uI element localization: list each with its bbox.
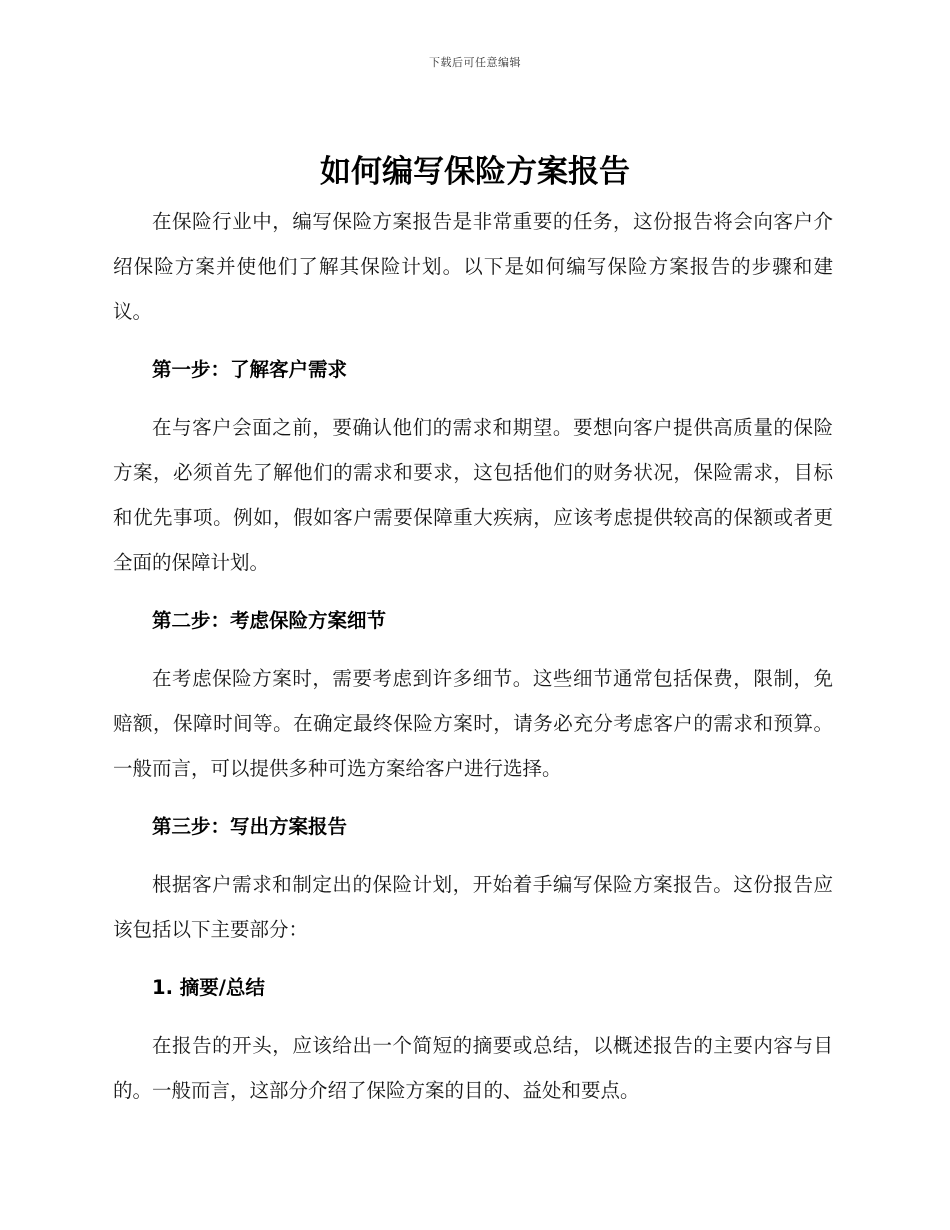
- section-heading-step-2: 第二步：考虑保险方案细节: [152, 609, 387, 632]
- spacer: [113, 334, 833, 347]
- document-title: 如何编写保险方案报告: [320, 154, 630, 190]
- spacer: [113, 849, 833, 862]
- section-body-step-1: 在与客户会面之前，要确认他们的需求和期望。要想向客户提供高质量的保险方案，必须首先了解他们的需求和要求，这包括他们的财务状况，保险需求，目标和优先事项。例如，假如客户需要保障重大疾病，应该考虑提供较高的保额或者更全面的保障计划。: [113, 416, 833, 574]
- section-body-summary: 在报告的开头，应该给出一个简短的摘要或总结，以概述报告的主要内容与目的。一般而言，这部分介绍了保险方案的目的、益处和要点。: [113, 1034, 833, 1102]
- section-body-step-2: 在考虑保险方案时，需要考虑到许多细节。这些细节通常包括保费，限制，免赔额，保障时间等。在确定最终保险方案时，请务必充分考虑客户的需求和预算。一般而言，可以提供多种可选方案给客户进行选择。: [113, 667, 833, 780]
- header-note: 下载后可任意编辑: [429, 56, 521, 69]
- intro-paragraph: 在保险行业中，编写保险方案报告是非常重要的任务，这份报告将会向客户介绍保险方案并使他们了解其保险计划。以下是如何编写保险方案报告的步骤和建议。: [113, 210, 833, 323]
- section-body-step-3: 根据客户需求和制定出的保险计划，开始着手编写保险方案报告。这份报告应该包括以下主要部分：: [113, 873, 833, 941]
- spacer: [113, 643, 833, 656]
- spacer: [113, 1010, 833, 1023]
- document-body: [113, 199, 833, 1113]
- spacer: [113, 392, 833, 405]
- spacer: [113, 952, 833, 965]
- spacer: [113, 791, 833, 804]
- section-heading-step-1: 第一步：了解客户需求: [152, 358, 348, 381]
- section-heading-summary: 1. 摘要/总结: [152, 976, 265, 999]
- spacer: [113, 585, 833, 598]
- section-heading-step-3: 第三步：写出方案报告: [152, 815, 348, 838]
